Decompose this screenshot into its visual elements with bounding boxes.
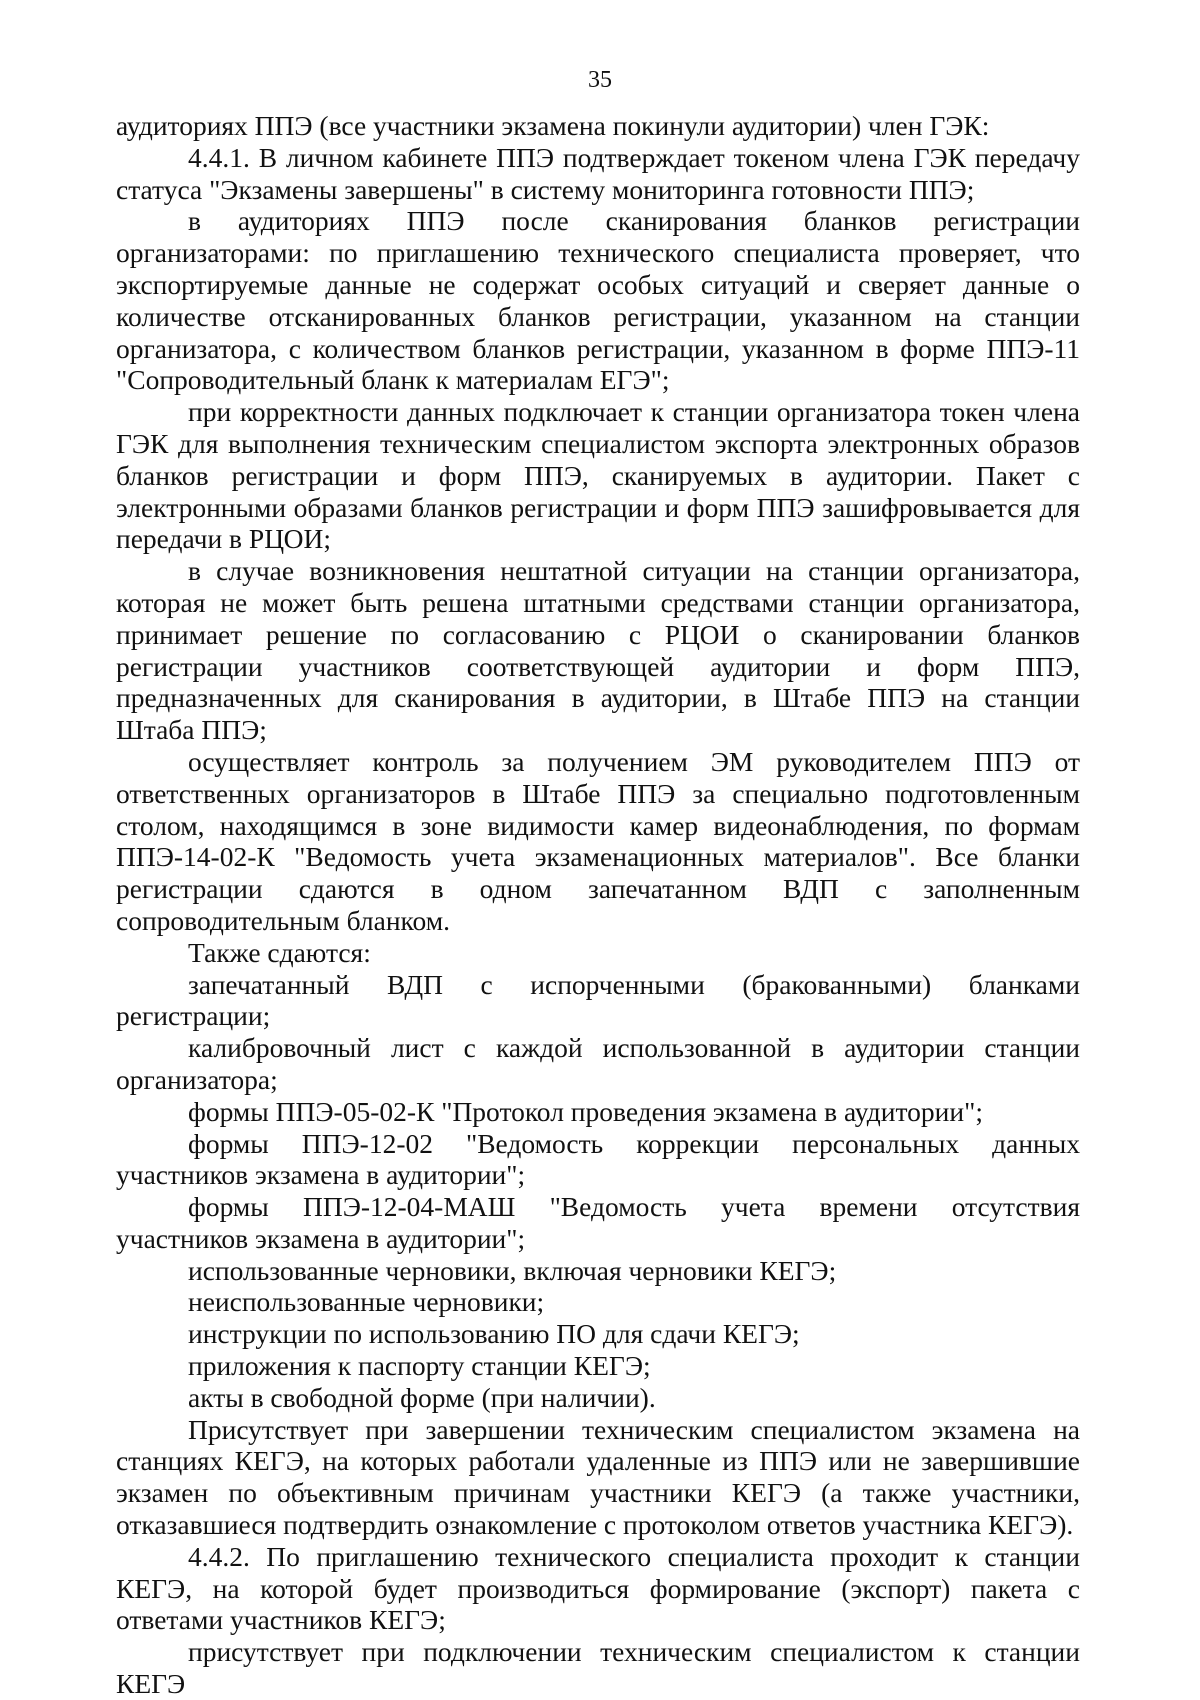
paragraph: запечатанный ВДП с испорченными (бракованными) бланками регистрации;: [116, 968, 1080, 1032]
paragraph: инструкции по использованию ПО для сдачи КЕГЭ;: [188, 1318, 800, 1350]
paragraph: формы ППЭ-12-02 "Ведомость коррекции персональных данных участников экзамена в аудитории";: [116, 1127, 1080, 1191]
paragraph: неиспользованные черновики;: [188, 1286, 545, 1318]
paragraph: Присутствует при завершении техническим специалистом экзамена на станциях КЕГЭ, на которых работали удаленные из ППЭ или не завершившие экзамен по объективным причинам участники КЕГЭ (а также участники, отказавшиеся подтвердить ознакомление с протоколом ответов участника КЕГЭ).: [116, 1413, 1080, 1541]
paragraph: присутствует при подключении техническим специалистом к станции КЕГЭ: [116, 1636, 1080, 1700]
paragraph: формы ППЭ-05-02-К "Протокол проведения экзамена в аудитории";: [188, 1095, 983, 1127]
page-number: 35: [588, 67, 612, 93]
paragraph: 4.4.2. По приглашению технического специалиста проходит к станции КЕГЭ, на которой будет производиться формирование (экспорт) пакета с ответами участников КЕГЭ;: [116, 1540, 1080, 1636]
paragraph: осуществляет контроль за получением ЭМ руководителем ППЭ от ответственных организаторов в Штабе ППЭ за специально подготовленным столом, находящимся в зоне видимости камер видеонаблюдения, по формам ППЭ-14-02-К "Ведомость учета экзаменационных материалов". Все бланки регистрации сдаются в одном запечатанном ВДП с заполненным сопроводительным бланком.: [116, 745, 1080, 936]
paragraph: калибровочный лист с каждой использованной в аудитории станции организатора;: [116, 1032, 1080, 1095]
body-text: [116, 110, 1080, 1700]
paragraph: акты в свободной форме (при наличии).: [188, 1381, 656, 1413]
paragraph: 4.4.1. В личном кабинете ППЭ подтверждает токеном члена ГЭК передачу статуса "Экзамены завершены" в систему мониторинга готовности ППЭ;: [116, 141, 1080, 205]
paragraph: формы ППЭ-12-04-МАШ "Ведомость учета времени отсутствия участников экзамена в аудитории";: [116, 1191, 1080, 1254]
paragraph: Также сдаются:: [188, 936, 371, 968]
paragraph: приложения к паспорту станции КЕГЭ;: [188, 1350, 651, 1382]
paragraph: в случае возникновения нештатной ситуации на станции организатора, которая не может быть решена штатными средствами станции организатора, принимает решение по согласованию с РЦОИ о сканировании бланков регистрации участников соответствующей аудитории и форм ППЭ, предназначенных для сканирования в аудитории, в Штабе ППЭ на станции Штаба ППЭ;: [116, 555, 1080, 746]
paragraph: в аудиториях ППЭ после сканирования бланков регистрации организаторами: по приглашению технического специалиста проверяет, что экспортируемые данные не содержат особых ситуаций и сверяет данные о количестве отсканированных бланков регистрации, указанном на станции организатора, с количеством бланков регистрации, указанном в форме ППЭ-11 "Сопроводительный бланк к материалам ЕГЭ";: [116, 205, 1080, 396]
paragraph: при корректности данных подключает к станции организатора токен члена ГЭК для выполнения техническим специалистом экспорта электронных образов бланков регистрации и форм ППЭ, сканируемых в аудитории. Пакет с электронными образами бланков регистрации и форм ППЭ зашифровывается для передачи в РЦОИ;: [116, 396, 1080, 555]
paragraph: аудиториях ППЭ (все участники экзамена покинули аудитории) член ГЭК:: [116, 110, 990, 141]
paragraph: использованные черновики, включая черновики КЕГЭ;: [188, 1254, 837, 1286]
